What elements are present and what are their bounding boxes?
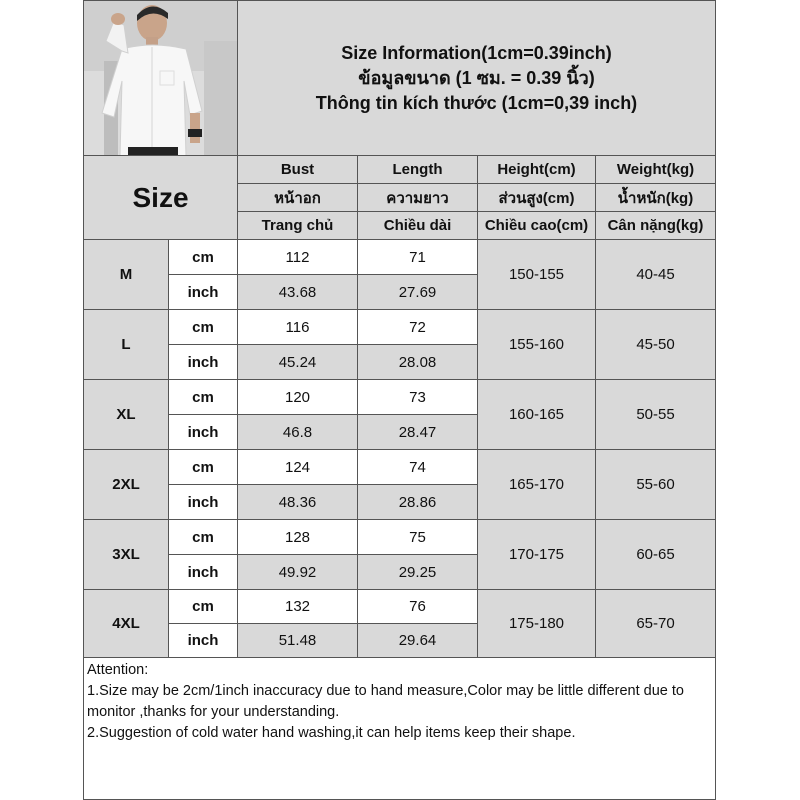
bust-inch-3xl: 49.92 <box>238 555 358 590</box>
length-cm-m: 71 <box>358 240 478 275</box>
length-cm-3xl: 75 <box>358 520 478 555</box>
header-length-th: ความยาว <box>358 184 478 212</box>
weight-4xl: 65-70 <box>596 590 715 658</box>
unit-cm: cm <box>169 240 238 275</box>
bust-cm-3xl: 128 <box>238 520 358 555</box>
unit-cm: cm <box>169 310 238 345</box>
size-cell-4xl: 4XL <box>84 590 169 658</box>
attention-note-2: 2.Suggestion of cold water hand washing,it can help items keep their shape. <box>87 725 576 741</box>
unit-cm: cm <box>169 590 238 624</box>
header-length-vi: Chiều dài <box>358 212 478 240</box>
weight-3xl: 60-65 <box>596 520 715 590</box>
attention-title: Attention: <box>87 662 149 678</box>
bust-inch-4xl: 51.48 <box>238 624 358 658</box>
header-weight-th: น้ำหนัก(kg) <box>596 184 715 212</box>
height-l: 155-160 <box>478 310 596 380</box>
info-line-english: Size Information(1cm=0.39inch) <box>341 42 612 63</box>
unit-inch: inch <box>169 345 238 380</box>
length-cm-2xl: 74 <box>358 450 478 485</box>
unit-inch: inch <box>169 624 238 658</box>
size-cell-3xl: 3XL <box>84 520 169 590</box>
weight-2xl: 55-60 <box>596 450 715 520</box>
size-information-header <box>238 1 715 156</box>
height-xl: 160-165 <box>478 380 596 450</box>
length-cm-xl: 73 <box>358 380 478 415</box>
unit-cm: cm <box>169 450 238 485</box>
length-cm-l: 72 <box>358 310 478 345</box>
bust-cm-l: 116 <box>238 310 358 345</box>
height-3xl: 170-175 <box>478 520 596 590</box>
size-title: Size <box>132 181 189 213</box>
unit-cm: cm <box>169 520 238 555</box>
info-line-thai: ข้อมูลขนาด (1 ซม. = 0.39 นิ้ว) <box>358 67 595 88</box>
header-height-en: Height(cm) <box>478 156 596 184</box>
header-weight-en: Weight(kg) <box>596 156 715 184</box>
weight-l: 45-50 <box>596 310 715 380</box>
length-inch-xl: 28.47 <box>358 415 478 450</box>
length-inch-l: 28.08 <box>358 345 478 380</box>
length-inch-2xl: 28.86 <box>358 485 478 520</box>
height-m: 150-155 <box>478 240 596 310</box>
header-height-th: ส่วนสูง(cm) <box>478 184 596 212</box>
header-bust-vi: Trang chủ <box>238 212 358 240</box>
unit-inch: inch <box>169 415 238 450</box>
bust-cm-m: 112 <box>238 240 358 275</box>
size-column-header <box>84 156 238 240</box>
bust-inch-m: 43.68 <box>238 275 358 310</box>
size-cell-m: M <box>84 240 169 310</box>
unit-inch: inch <box>169 555 238 590</box>
length-inch-m: 27.69 <box>358 275 478 310</box>
unit-inch: inch <box>169 275 238 310</box>
bust-cm-4xl: 132 <box>238 590 358 624</box>
size-chart <box>83 0 716 800</box>
header-weight-vi: Cân nặng(kg) <box>596 212 715 240</box>
header-height-vi: Chiều cao(cm) <box>478 212 596 240</box>
length-cm-4xl: 76 <box>358 590 478 624</box>
product-photo <box>84 1 238 156</box>
unit-inch: inch <box>169 485 238 520</box>
length-inch-4xl: 29.64 <box>358 624 478 658</box>
size-cell-l: L <box>84 310 169 380</box>
bust-inch-xl: 46.8 <box>238 415 358 450</box>
attention-notes <box>84 658 715 799</box>
height-4xl: 175-180 <box>478 590 596 658</box>
size-cell-2xl: 2XL <box>84 450 169 520</box>
length-inch-3xl: 29.25 <box>358 555 478 590</box>
model-photo-image <box>84 1 238 156</box>
unit-cm: cm <box>169 380 238 415</box>
header-bust-en: Bust <box>238 156 358 184</box>
attention-note-1: 1.Size may be 2cm/1inch inaccuracy due to hand measure,Color may be little different due to monitor ,thanks for your understanding. <box>87 683 689 720</box>
weight-xl: 50-55 <box>596 380 715 450</box>
bust-cm-xl: 120 <box>238 380 358 415</box>
height-2xl: 165-170 <box>478 450 596 520</box>
weight-m: 40-45 <box>596 240 715 310</box>
header-bust-th: หน้าอก <box>238 184 358 212</box>
bust-inch-2xl: 48.36 <box>238 485 358 520</box>
header-length-en: Length <box>358 156 478 184</box>
info-line-vietnamese: Thông tin kích thước (1cm=0,39 inch) <box>315 92 638 113</box>
bust-cm-2xl: 124 <box>238 450 358 485</box>
size-cell-xl: XL <box>84 380 169 450</box>
bust-inch-l: 45.24 <box>238 345 358 380</box>
